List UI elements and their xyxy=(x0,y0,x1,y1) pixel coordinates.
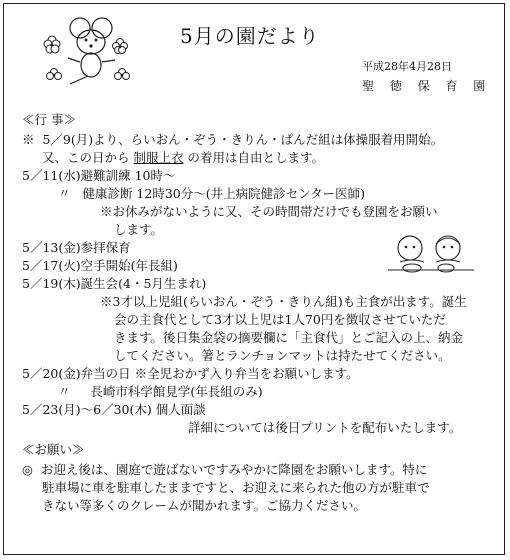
children-lunch-illustration xyxy=(386,228,476,284)
event-line: きます。後日集金袋の摘要欄に「主食代」とご記入の上、納金 xyxy=(114,330,464,345)
event-line: 5／17(火)空手開始(年長組) xyxy=(22,258,178,273)
event-line: 5／19(木)誕生会(4・5月生まれ) xyxy=(22,276,207,291)
school-name: 聖 徳 保 育 園 xyxy=(362,79,492,93)
event-line: 詳細については後日プリントを配布いたします。 xyxy=(188,420,462,435)
event-line: ※3才以上児組(らいおん・ぞう・きりん組)も主食が出ます。誕生 xyxy=(100,294,467,309)
request-line: 駐車場に車を駐車したままですと、お迎えに来られた他の方が駐車で xyxy=(42,480,430,495)
event-line: 5／11(水)避難訓練 10時～ xyxy=(22,168,176,183)
event-line: 又、この日から 制服上衣 の着用は自由とします。 xyxy=(42,150,324,165)
event-line: してください。箸とランチョンマットは持たせてください。 xyxy=(114,348,451,363)
event-line: 〃 健康診断 12時30分～(井上病院健診センター医師) xyxy=(58,186,365,201)
request-line: ◎ お迎え後は、園庭で遊ばないですみやかに降園をお願いします。特に xyxy=(22,462,428,477)
mouse-flowers-illustration xyxy=(40,10,140,90)
requests-heading: ≪お願い≫ xyxy=(22,442,85,457)
uniform-top-text: 制服上衣 xyxy=(133,150,184,165)
event-line: します。 xyxy=(114,222,164,237)
event-line: 5／13(金)参拝保育 xyxy=(22,240,131,255)
event-line: ※お休みがないように又、その時間帯だけでも登園をお願い xyxy=(100,204,438,219)
request-line: きない等多くのクレームが聞かれます。ご協力ください。 xyxy=(42,498,367,513)
event-line: 5／20(金)弁当の日 ※全児おかず入り弁当をお願いします。 xyxy=(22,366,359,381)
event-line: 〃 長崎市科学館見学(年長組のみ) xyxy=(58,384,263,399)
newsletter-title: 5月の園だより xyxy=(180,24,320,48)
event-line: ※ 5／9(月)より、らいおん・ぞう・きりん・ぱんだ組は体操服着用開始。 xyxy=(22,132,444,147)
event-line: 5／23(月)～6／30(木) 個人面談 xyxy=(22,402,206,417)
event-line: 会の主食代として3才以上児は1人70円を徴収させていただ xyxy=(114,312,446,327)
issue-date: 平成28年4月28日 xyxy=(362,60,452,73)
events-heading: ≪行 事≫ xyxy=(22,112,76,127)
